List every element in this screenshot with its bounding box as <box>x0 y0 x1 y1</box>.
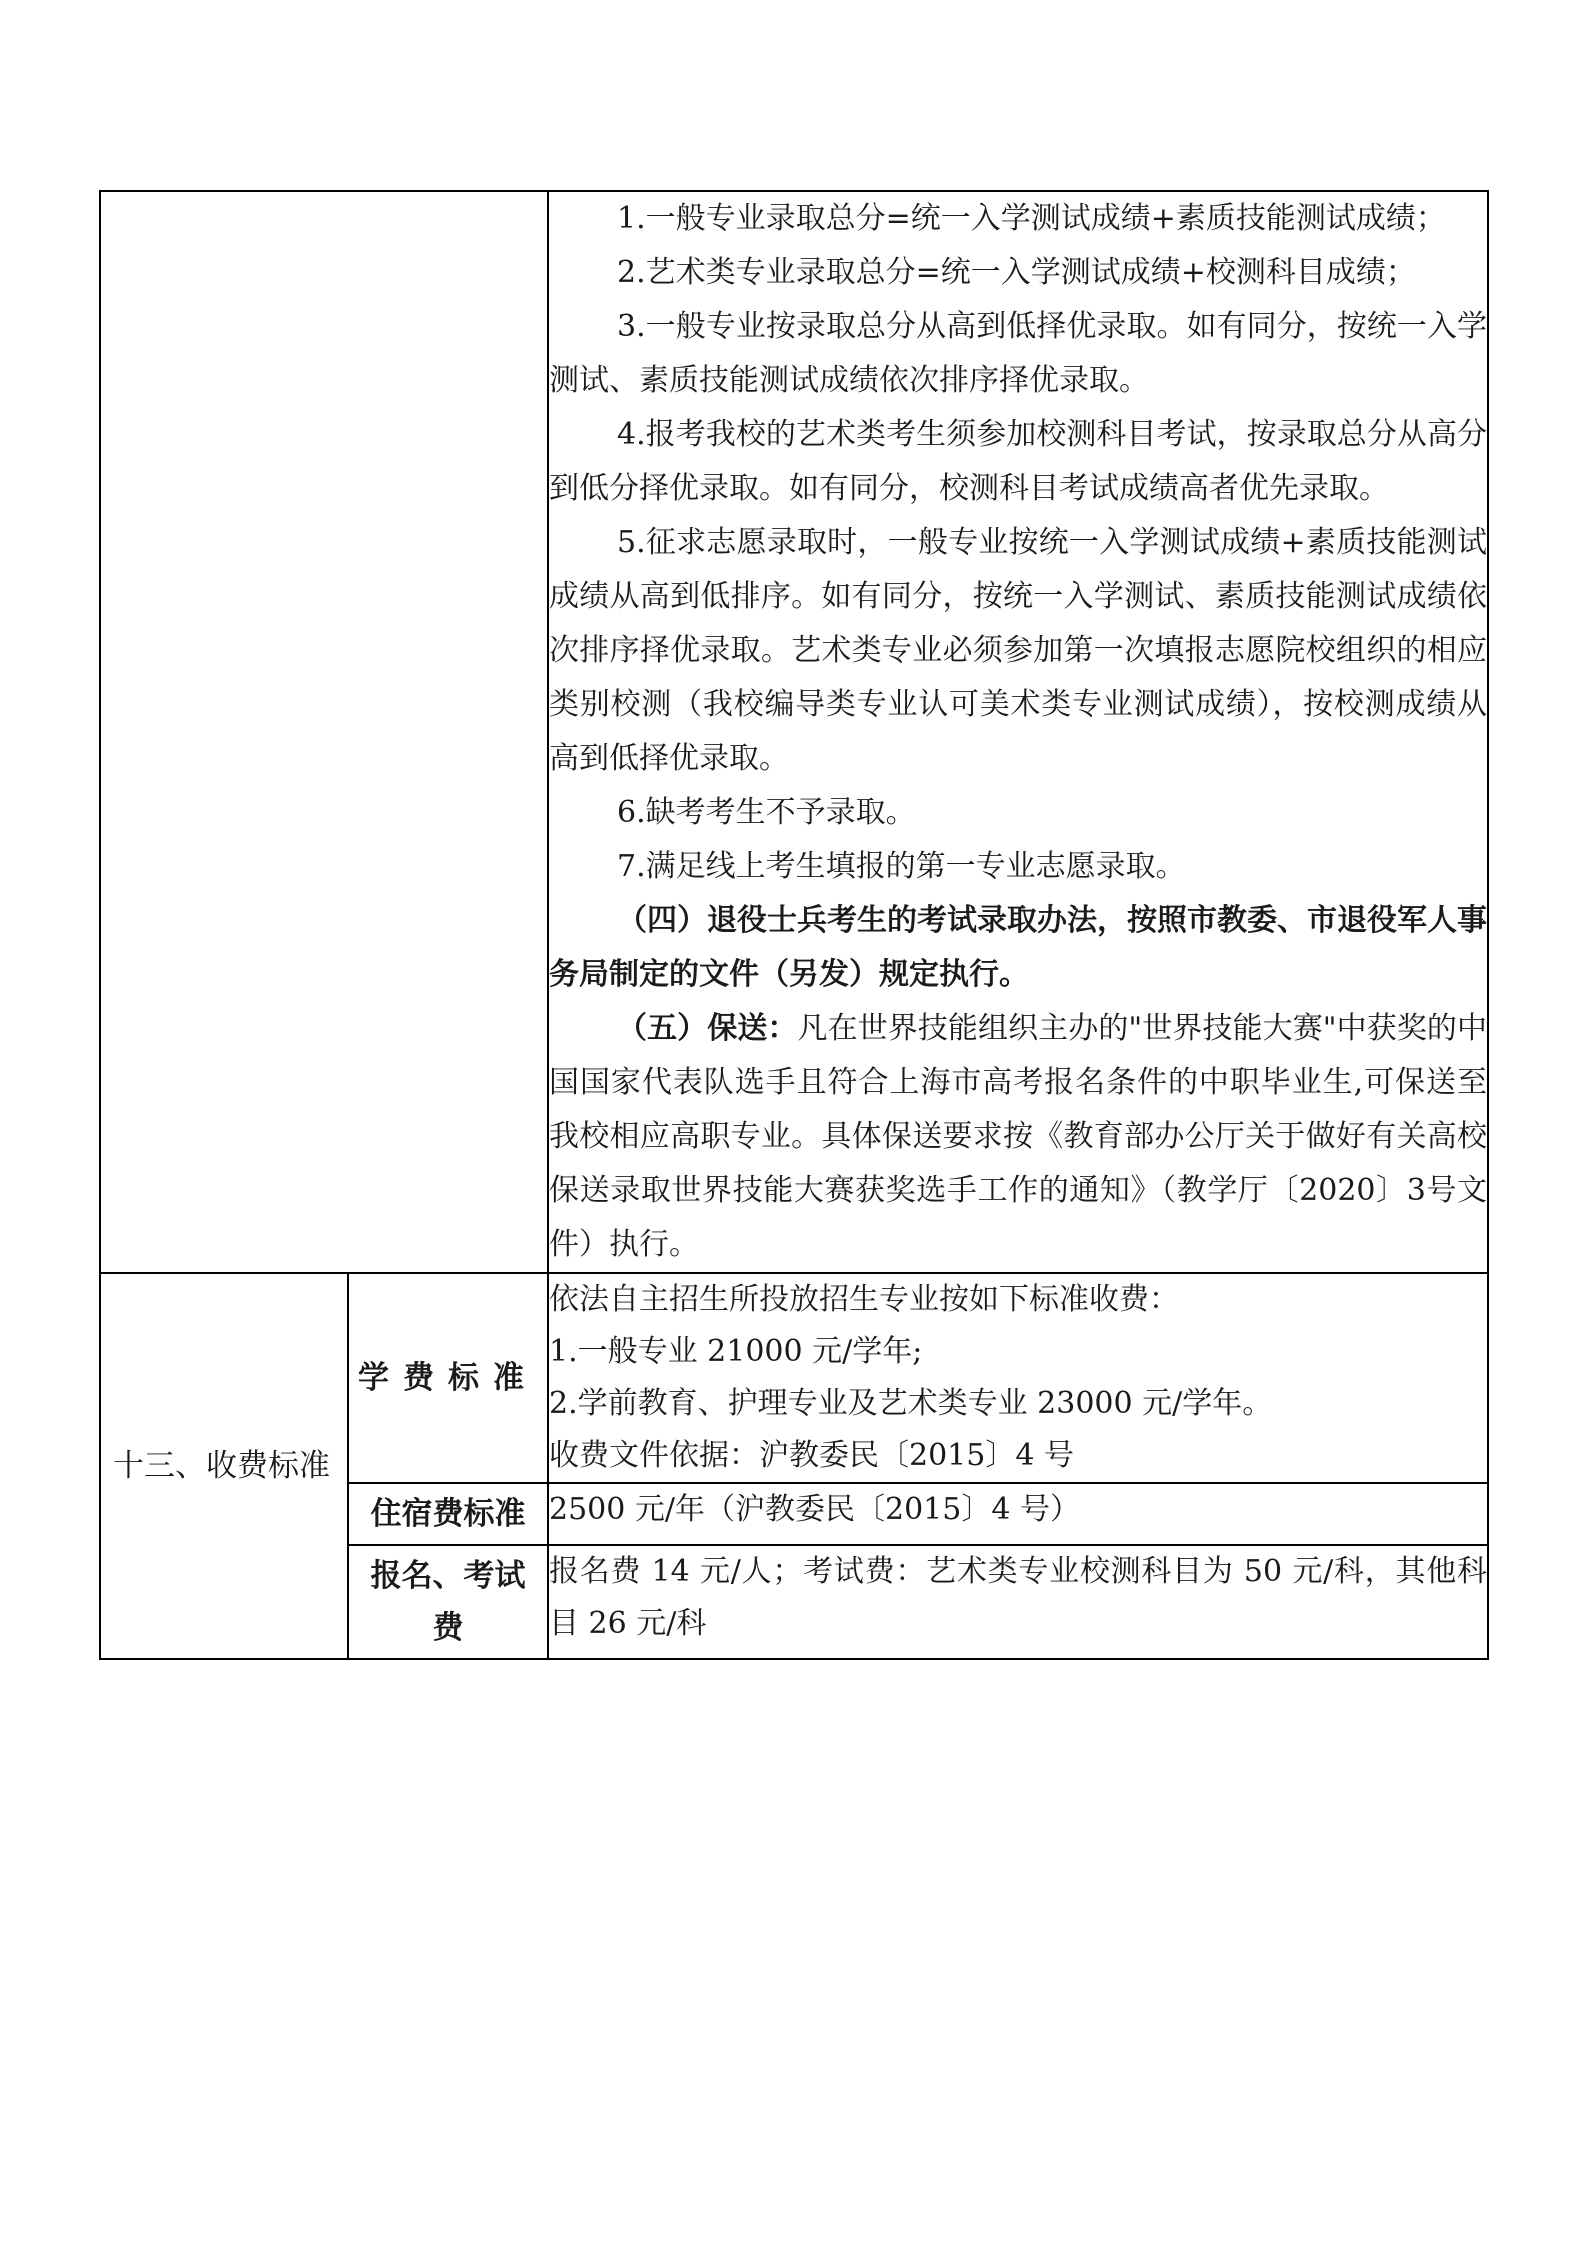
tuition-content <box>548 1273 1488 1483</box>
rules-content-cell <box>548 191 1488 1273</box>
rule-item: 4.报考我校的艺术类考生须参加校测科目考试，按录取总分从高分到低分择优录取。如有同分，校测科目考试成绩高者优先录取。 <box>549 417 1487 506</box>
rule-item: 2.艺术类专业录取总分=统一入学测试成绩+校测科目成绩； <box>617 255 1416 290</box>
rule-item: 3.一般专业按录取总分从高到低择优录取。如有同分，按统一入学测试、素质技能测试成绩依次排序择优录取。 <box>549 309 1487 398</box>
rule-item: 6.缺考考生不予录取。 <box>617 795 916 830</box>
veterans-rule: （四）退役士兵考生的考试录取办法，按照市教委、市退役军人事务局制定的文件（另发）规定执行。 <box>549 903 1487 992</box>
exam-content <box>548 1545 1488 1659</box>
tuition-line: 2.学前教育、护理专业及艺术类专业 23000 元/学年。 <box>549 1386 1273 1421</box>
rules-left-cell <box>100 191 548 1273</box>
tuition-row <box>100 1273 1488 1483</box>
recommend-label: （五）保送： <box>617 1011 798 1046</box>
tuition-line: 1.一般专业 21000 元/学年; <box>549 1334 923 1369</box>
fee-section-title: 十三、收费标准 <box>100 1273 348 1659</box>
admission-rules-row <box>100 191 1488 1273</box>
tuition-line: 依法自主招生所投放招生专业按如下标准收费： <box>549 1282 1179 1317</box>
rule-item: 1.一般专业录取总分=统一入学测试成绩+素质技能测试成绩； <box>617 201 1446 236</box>
dorm-label: 住宿费标准 <box>348 1483 548 1545</box>
dorm-fee-text: 2500 元/年（沪教委民〔2015〕4 号） <box>549 1492 1080 1527</box>
exam-label: 报名、考试费 <box>348 1545 548 1659</box>
tuition-label: 学费标准 <box>348 1273 548 1483</box>
recommend-rule <box>549 1002 1487 1272</box>
exam-fee-text: 报名费 14 元/人；考试费：艺术类专业校测科目为 50 元/科，其他科目 26 元/科 <box>549 1554 1487 1641</box>
dorm-content <box>548 1483 1488 1545</box>
rule-item: 5.征求志愿录取时，一般专业按统一入学测试成绩+素质技能测试成绩从高到低排序。如有同分，按统一入学测试、素质技能测试成绩依次排序择优录取。艺术类专业必须参加第一次填报志愿院校组织的相应类别校测（我校编导类专业认可美术类专业测试成绩），按校测成绩从高到低择优录取。 <box>549 525 1487 776</box>
tuition-line: 收费文件依据：沪教委民〔2015〕4 号 <box>549 1438 1074 1473</box>
rule-item: 7.满足线上考生填报的第一专业志愿录取。 <box>617 849 1186 884</box>
admission-fee-table <box>99 190 1489 1660</box>
recommend-text: 凡在世界技能组织主办的"世界技能大赛"中获奖的中国国家代表队选手且符合上海市高考报名条件的中职毕业生,可保送至我校相应高职专业。具体保送要求按《教育部办公厅关于做好有关高校保送录取世界技能大赛获奖选手工作的通知》（教学厅〔2020〕3号文件）执行。 <box>549 1011 1487 1262</box>
